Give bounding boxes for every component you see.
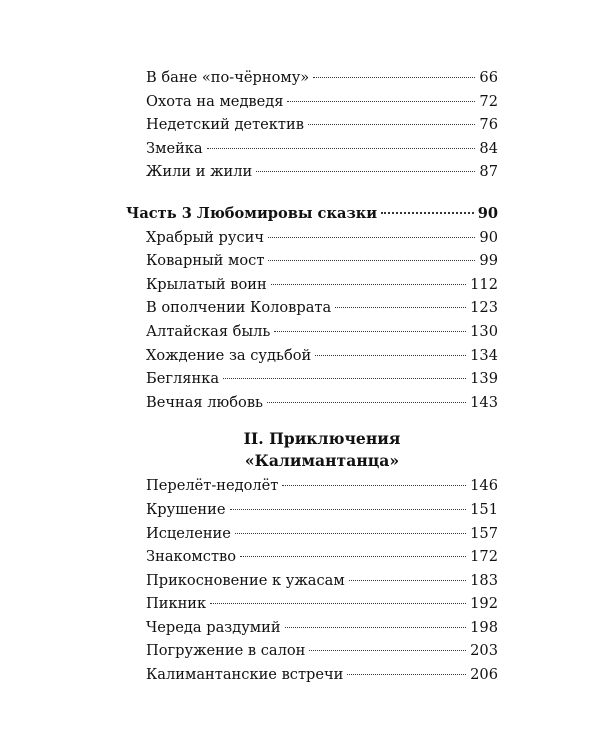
- toc-leader-dots: [287, 101, 475, 102]
- toc-entry[interactable]: [126, 474, 498, 498]
- toc-leader-dots: [335, 307, 466, 308]
- toc-entry[interactable]: [126, 273, 498, 297]
- toc-entry-page: 139: [470, 370, 498, 388]
- toc-leader-dots: [315, 355, 466, 356]
- toc-part-title: Часть 3 Любомировы сказки: [126, 204, 378, 222]
- toc-leader-dots: [268, 260, 475, 261]
- section-heading-line-1: II. Приключения: [243, 429, 401, 449]
- toc-group-3: [126, 474, 498, 686]
- toc-entry[interactable]: [126, 113, 498, 137]
- toc-entry-title: Вечная любовь: [146, 393, 263, 411]
- toc-group-1: [126, 66, 498, 184]
- toc-leader-dots: [349, 580, 466, 581]
- toc-entry-page: 134: [470, 346, 498, 364]
- toc-entry[interactable]: [126, 569, 498, 593]
- section-heading-line-2: «Калимантанца»: [244, 451, 400, 471]
- toc-entry-page: 206: [470, 666, 498, 684]
- toc-leader-dots: [210, 603, 466, 604]
- toc-leader-dots: [313, 77, 475, 78]
- toc-entry-page: 72: [479, 92, 498, 110]
- toc-entry-page: 198: [470, 618, 498, 636]
- toc-leader-dots: [207, 148, 476, 149]
- toc-leader-dots: [381, 212, 474, 214]
- toc-entry[interactable]: [126, 367, 498, 391]
- toc-entry[interactable]: [126, 249, 498, 273]
- toc-entry-page: 130: [470, 322, 498, 340]
- toc-entry-title: Недетский детектив: [146, 116, 304, 134]
- toc-leader-dots: [308, 124, 476, 125]
- toc-entry-title: В ополчении Коловрата: [146, 299, 332, 317]
- toc-group-2: [126, 226, 498, 415]
- toc-entry-title: Перелёт-недолёт: [146, 477, 279, 495]
- toc-entry-page: 151: [470, 500, 498, 518]
- toc-entry-title: Калимантанские встречи: [146, 666, 344, 684]
- toc-entry-page: 157: [470, 524, 498, 542]
- toc-entry-title: Коварный мост: [146, 252, 265, 270]
- toc-entry[interactable]: [126, 616, 498, 640]
- toc-entry-title: Прикосновение к ужасам: [146, 571, 345, 589]
- toc-entry-page: 192: [470, 595, 498, 613]
- toc-entry-title: Череда раздумий: [146, 618, 281, 636]
- toc-entry[interactable]: [126, 226, 498, 250]
- toc-entry[interactable]: [126, 344, 498, 368]
- toc-entry[interactable]: [126, 545, 498, 569]
- toc-leader-dots: [347, 674, 466, 675]
- toc-entry-title: Исцеление: [146, 524, 231, 542]
- toc-entry-page: 143: [470, 393, 498, 411]
- section-heading: [126, 428, 498, 472]
- toc-entry[interactable]: [126, 296, 498, 320]
- toc-leader-dots: [256, 171, 475, 172]
- toc-entry-page: 203: [470, 642, 498, 660]
- toc-entry-title: Беглянка: [146, 370, 220, 388]
- toc-entry[interactable]: [126, 90, 498, 114]
- toc-entry[interactable]: [126, 160, 498, 184]
- toc-leader-dots: [271, 284, 466, 285]
- toc-entry-title: Хождение за судьбой: [146, 346, 312, 364]
- toc-entry-title: Змейка: [146, 139, 203, 157]
- toc-leader-dots: [240, 556, 466, 557]
- toc-entry[interactable]: [126, 137, 498, 161]
- toc-entry-title: Погружение в салон: [146, 642, 306, 660]
- toc-entry[interactable]: [126, 639, 498, 663]
- toc-leader-dots: [235, 533, 466, 534]
- toc-entry-title: Храбрый русич: [146, 228, 265, 246]
- toc-entry-title: Крылатый воин: [146, 275, 267, 293]
- toc-part-page: 90: [477, 204, 498, 222]
- toc-entry-page: 183: [470, 571, 498, 589]
- toc-entry-page: 76: [479, 116, 498, 134]
- toc-entry-page: 172: [470, 548, 498, 566]
- toc-leader-dots: [285, 627, 467, 628]
- toc-entry[interactable]: [126, 320, 498, 344]
- toc-leader-dots: [267, 402, 466, 403]
- toc-entry[interactable]: [126, 592, 498, 616]
- toc-entry-page: 123: [470, 299, 498, 317]
- toc-entry-page: 112: [470, 275, 498, 293]
- toc-entry[interactable]: [126, 391, 498, 415]
- toc-entry-title: Крушение: [146, 500, 226, 518]
- toc-entry-title: Пикник: [146, 595, 207, 613]
- toc-entry[interactable]: [126, 498, 498, 522]
- toc-entry-page: 146: [470, 477, 498, 495]
- toc-entry-page: 90: [479, 228, 498, 246]
- toc-entry-page: 99: [479, 252, 498, 270]
- toc-entry-page: 84: [479, 139, 498, 157]
- toc-leader-dots: [230, 509, 467, 510]
- table-of-contents: [126, 66, 498, 687]
- toc-entry-page: 87: [479, 163, 498, 181]
- toc-entry-page: 66: [479, 69, 498, 86]
- toc-entry-title: В бане «по-чёрному»: [146, 69, 310, 86]
- toc-entry-title: Жили и жили: [146, 163, 253, 181]
- toc-leader-dots: [282, 485, 466, 486]
- toc-part-3[interactable]: [126, 202, 498, 226]
- toc-entry[interactable]: [126, 522, 498, 546]
- toc-leader-dots: [274, 331, 466, 332]
- toc-entry-title: Алтайская быль: [146, 322, 271, 340]
- toc-leader-dots: [309, 650, 466, 651]
- toc-entry-title: Знакомство: [146, 548, 237, 566]
- toc-leader-dots: [223, 378, 466, 379]
- toc-leader-dots: [268, 237, 475, 238]
- toc-entry-title: Охота на медведя: [146, 92, 284, 110]
- toc-entry[interactable]: [126, 66, 498, 90]
- toc-entry[interactable]: [126, 663, 498, 687]
